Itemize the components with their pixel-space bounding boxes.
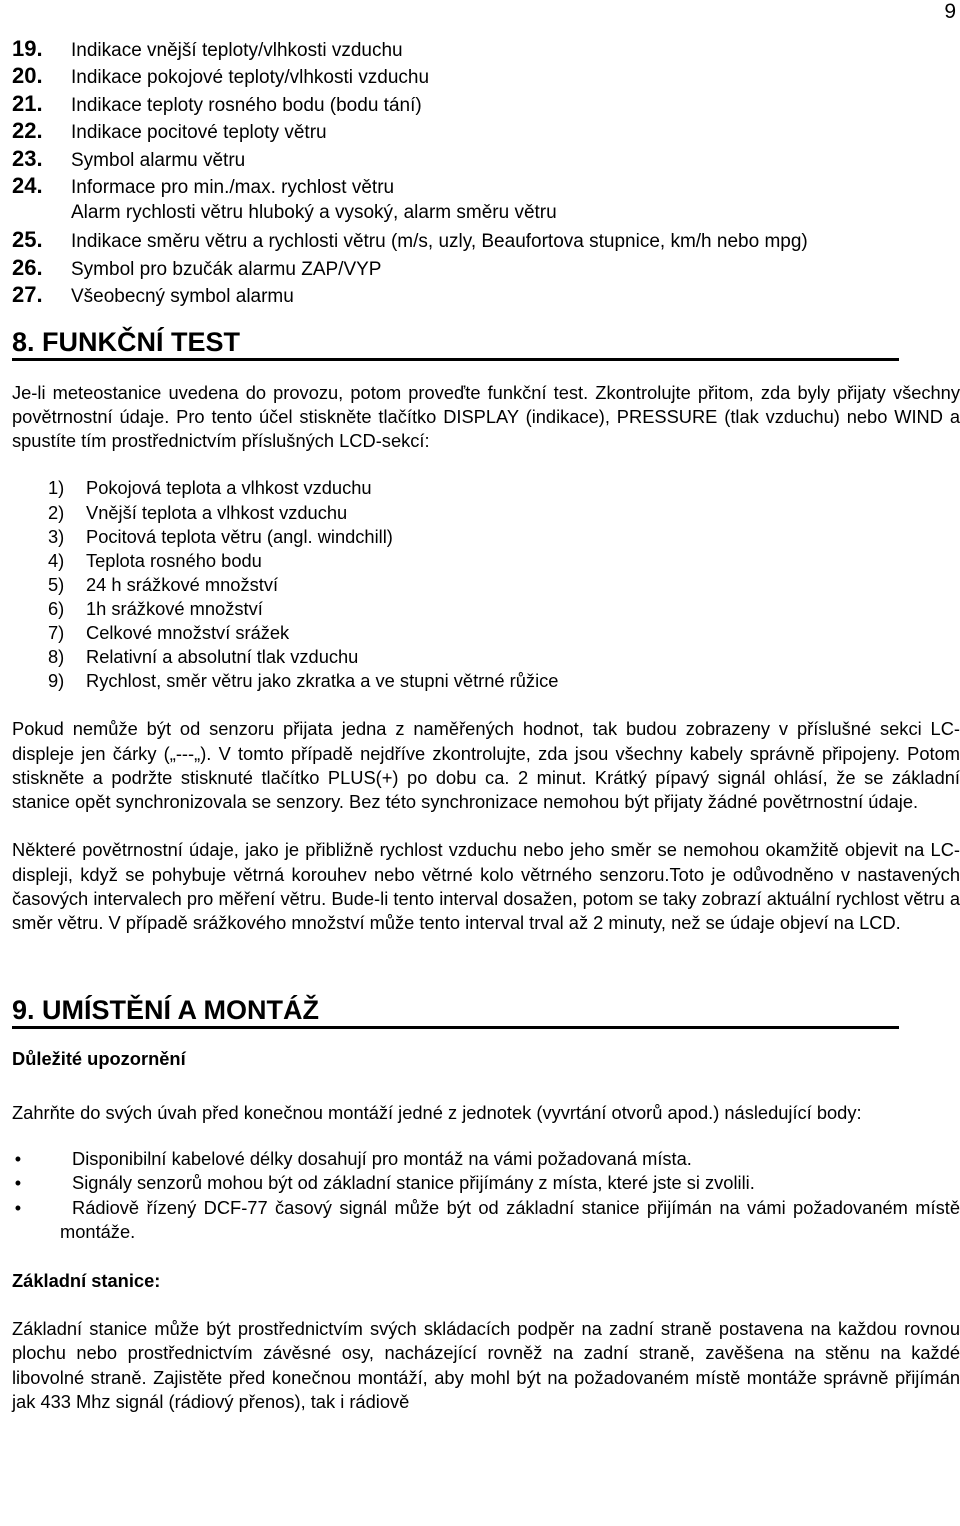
legend-number: 19. (12, 36, 43, 61)
legend-list (12, 35, 960, 309)
bullet-item (12, 1196, 960, 1245)
legend-text: Indikace vnější teploty/vlhkosti vzduchu (71, 40, 403, 61)
legend-text: Indikace pokojové teploty/vlhkosti vzduchu (71, 67, 430, 89)
list-item-text: Pocitová teplota větru (angl. windchill) (86, 525, 393, 547)
list-item-text: 24 h srážkové množství (86, 573, 279, 595)
bullet-text: Rádiově řízený DCF-77 časový signál může být od základní stanice přijímán na vámi požadovaném místě montáže. (60, 1196, 960, 1243)
bullet-text: Disponibilní kabelové délky dosahují pro montáž na vámi požadovaná místa. (72, 1147, 692, 1169)
legend-number: 27. (12, 282, 43, 308)
bullet-text: Signály senzorů mohou být od základní stanice přijímány z místa, které jste si zvolili. (72, 1172, 755, 1194)
list-item-number: 6) (48, 597, 65, 619)
list-item-number: 1) (48, 477, 65, 499)
legend-number: 21. (12, 90, 43, 116)
document-body (12, 35, 960, 1414)
list-item-text: 1h srážkové množství (86, 597, 263, 619)
legend-item (12, 90, 960, 117)
placement-checklist (12, 1147, 960, 1245)
bullet-icon: • (14, 1196, 22, 1218)
legend-item (12, 62, 960, 89)
legend-text: Indikace pocitové teploty větru (71, 122, 327, 144)
bullet-icon: • (14, 1147, 22, 1169)
section-heading-functional-test: 8. FUNKČNÍ TEST (12, 326, 899, 361)
list-item-number: 4) (48, 549, 65, 571)
legend-item (12, 281, 960, 308)
section-heading-placement: 9. UMÍSTĚNÍ A MONTÁŽ (12, 994, 899, 1029)
base-station-heading: Základní stanice: (12, 1269, 161, 1291)
list-item-number: 3) (48, 525, 65, 547)
list-item-text: Pokojová teplota a vlhkost vzduchu (86, 477, 372, 499)
legend-text: Indikace teploty rosného bodu (bodu tání) (71, 94, 422, 116)
list-item (12, 549, 960, 573)
legend-text: Informace pro min./max. rychlost větru (71, 176, 395, 198)
list-item (12, 525, 960, 549)
list-item-number: 5) (48, 573, 65, 595)
legend-item (12, 145, 960, 172)
list-item-number: 8) (48, 646, 65, 668)
base-station-text: Základní stanice může být prostřednictvím svých skládacích podpěr na zadní straně postavena na každou rovnou plochu nebo prostřednictvím závěsné osy, nacházející rovněž na zadní straně, zavěšena na stěnu na každé libovolné straně. Zajistěte před konečnou montáží, aby mohl být na požadovaném místě montáže správně přijímán jak 433 Mhz signál (rádiový přenos), tak i rádiově (12, 1317, 960, 1412)
list-item (12, 501, 960, 525)
list-item (12, 669, 960, 693)
legend-text: Indikace směru větru a rychlosti větru (m/s, uzly, Beaufortova stupnice, km/h nebo mpg) (71, 231, 808, 253)
legend-text: Všeobecný symbol alarmu (71, 286, 294, 308)
wind-delay-paragraph: Některé povětrnostní údaje, jako je přibližně rychlost vzduchu nebo jeho směr se nemohou okamžitě objevit na LC-displeji, když se pohybuje větrná korouhev nebo větrné kolo větrného senzoru.Toto je odůvodněno v nastavených časových intervalech pro měření větru. Bude-li tento interval dosažen, potom se taky zobrazí aktuální rychlost větru a směr větru. V případě srážkového množství může tento interval trval až 2 minuty, než se údaje objeví na LCD. (12, 839, 960, 934)
functional-test-intro: Je-li meteostanice uvedena do provozu, potom proveďte funkční test. Zkontrolujte přitom, zda byly přijaty všechny povětrnostní údaje. Pro tento účel stiskněte tlačítko DISPLAY (indikace), PRESSURE (tlak vzduchu) nebo WIND a spustíte tím prostřednictvím příslušných LCD-sekcí: (12, 381, 960, 452)
legend-text: Symbol pro bzučák alarmu ZAP/VYP (71, 258, 382, 280)
list-item-number: 2) (48, 501, 65, 523)
legend-item-continuation: Alarm rychlosti větru hluboký a vysoký, alarm směru větru (71, 202, 557, 224)
list-item-text: Rychlost, směr větru jako zkratka a ve stupni větrné růžice (86, 670, 559, 692)
legend-item (12, 35, 960, 62)
bullet-item (12, 1147, 960, 1172)
no-signal-paragraph: Pokud nemůže být od senzoru přijata jedna z naměřených hodnot, tak budou zobrazeny v příslušné sekci LC-displeje jen čárky („---„). V tomto případě nejdříve zkontrolujte, zda jsou všechny kabely správně připojeny. Potom stiskněte a podržte stisknuté tlačítko PLUS(+) po dobu ca. 2 minut. Krátký pípavý signál ohlásí, že se základní stanice opět synchronizovala se senzory. Bez této synchronizace nemohou být přijaty žádné povětrnostní údaje. (12, 718, 960, 813)
important-notice-text: Zahrňte do svých úvah před konečnou montáží jedné z jednotek (vyvrtání otvorů apod.) následující body: (12, 1101, 862, 1123)
legend-number: 24. (12, 172, 43, 198)
list-item-number: 9) (48, 670, 65, 692)
legend-number: 25. (12, 227, 43, 253)
legend-number: 20. (12, 63, 43, 89)
legend-item (12, 117, 960, 144)
important-notice-heading: Důležité upozornění (12, 1047, 186, 1069)
list-item-text: Celkové množství srážek (86, 621, 290, 643)
list-item (12, 645, 960, 669)
legend-number: 23. (12, 145, 43, 171)
legend-number: 22. (12, 118, 43, 144)
legend-item (12, 172, 960, 199)
list-item-number: 7) (48, 621, 65, 643)
list-item (12, 621, 960, 645)
page-number: 9 (944, 0, 956, 23)
list-item-text: Relativní a absolutní tlak vzduchu (86, 646, 359, 668)
list-item-text: Vnější teplota a vlhkost vzduchu (86, 501, 348, 523)
lcd-section-list (12, 476, 960, 693)
list-item-text: Teplota rosného bodu (86, 549, 262, 571)
bullet-icon: • (14, 1172, 22, 1194)
legend-item (12, 254, 960, 281)
legend-text: Symbol alarmu větru (71, 149, 246, 171)
legend-number: 26. (12, 254, 43, 280)
legend-item (12, 226, 960, 253)
bullet-item (12, 1171, 960, 1196)
list-item (12, 597, 960, 621)
list-item (12, 573, 960, 597)
list-item (12, 476, 960, 500)
